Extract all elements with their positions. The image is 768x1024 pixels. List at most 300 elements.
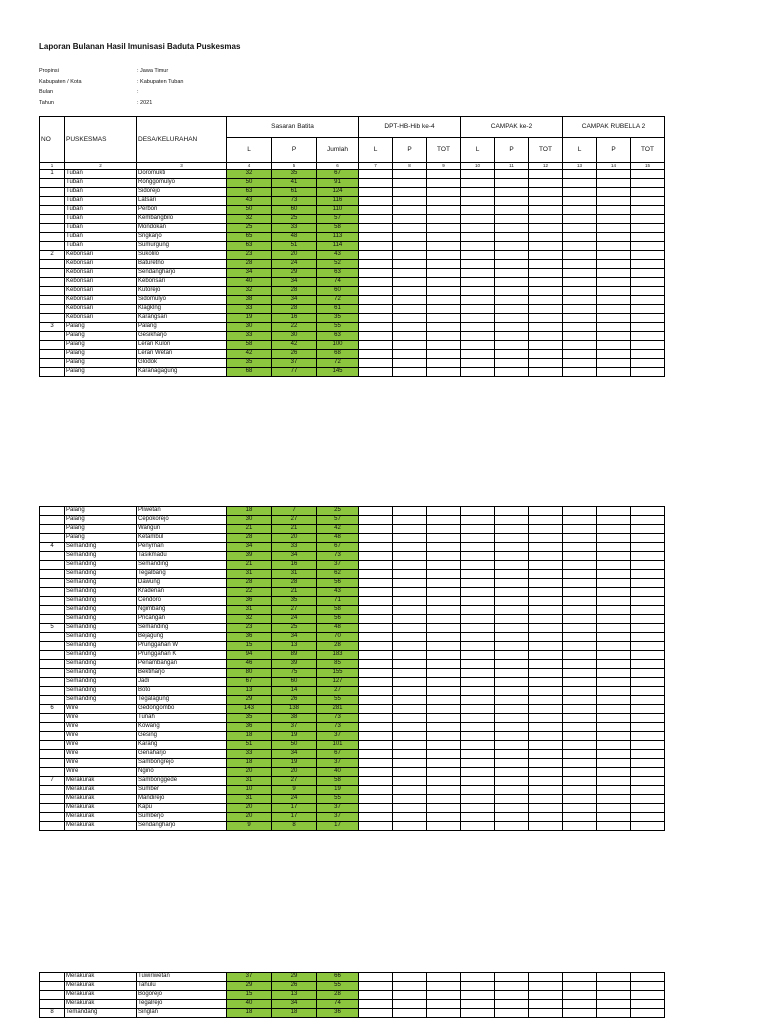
empty-cell <box>529 251 563 260</box>
empty-cell <box>495 615 529 624</box>
desa-cell: Kutorejo <box>137 287 227 296</box>
empty-cell <box>631 982 665 991</box>
empty-cell <box>393 269 427 278</box>
sasaran-l-cell: 28 <box>227 260 272 269</box>
table-body-page-3 <box>40 973 665 1018</box>
sasaran-jumlah-cell: 43 <box>317 588 359 597</box>
table-row <box>40 561 665 570</box>
table-row <box>40 606 665 615</box>
sasaran-l-cell: 67 <box>227 678 272 687</box>
table-row <box>40 534 665 543</box>
row-no <box>40 759 65 768</box>
empty-cell <box>359 215 393 224</box>
empty-cell <box>529 215 563 224</box>
empty-cell <box>631 188 665 197</box>
empty-cell <box>427 534 461 543</box>
empty-cell <box>427 813 461 822</box>
empty-cell <box>597 624 631 633</box>
empty-cell <box>631 561 665 570</box>
empty-cell <box>427 973 461 982</box>
puskesmas-cell: Merakurak <box>65 804 137 813</box>
puskesmas-cell: Tuban <box>65 215 137 224</box>
row-no <box>40 570 65 579</box>
empty-cell <box>529 269 563 278</box>
sasaran-jumlah-cell: 55 <box>317 323 359 332</box>
empty-cell <box>529 1009 563 1018</box>
desa-cell: Tegalrejo <box>137 1000 227 1009</box>
sasaran-l-cell: 31 <box>227 777 272 786</box>
sasaran-l-cell: 33 <box>227 305 272 314</box>
sasaran-l-cell: 23 <box>227 624 272 633</box>
header-l: L <box>227 138 272 163</box>
empty-cell <box>597 296 631 305</box>
sasaran-l-cell: 21 <box>227 561 272 570</box>
empty-cell <box>631 651 665 660</box>
empty-cell <box>529 516 563 525</box>
empty-cell <box>393 323 427 332</box>
puskesmas-cell: Kebonsari <box>65 305 137 314</box>
empty-cell <box>461 507 495 516</box>
sasaran-p-cell: 28 <box>272 305 317 314</box>
empty-cell <box>461 269 495 278</box>
empty-cell <box>597 224 631 233</box>
empty-cell <box>529 750 563 759</box>
empty-cell <box>631 1009 665 1018</box>
empty-cell <box>597 242 631 251</box>
empty-cell <box>461 973 495 982</box>
sasaran-p-cell: 25 <box>272 215 317 224</box>
sasaran-l-cell: 29 <box>227 982 272 991</box>
empty-cell <box>495 822 529 831</box>
empty-cell <box>393 242 427 251</box>
row-no <box>40 179 65 188</box>
empty-cell <box>563 570 597 579</box>
table-row <box>40 224 665 233</box>
row-no <box>40 287 65 296</box>
empty-cell <box>631 642 665 651</box>
empty-cell <box>495 197 529 206</box>
puskesmas-cell: Tuban <box>65 170 137 179</box>
table-row <box>40 642 665 651</box>
puskesmas-cell: Semanding <box>65 687 137 696</box>
empty-cell <box>495 359 529 368</box>
empty-cell <box>631 543 665 552</box>
empty-cell <box>461 359 495 368</box>
sasaran-l-cell: 32 <box>227 615 272 624</box>
empty-cell <box>461 251 495 260</box>
empty-cell <box>427 341 461 350</box>
empty-cell <box>563 777 597 786</box>
empty-cell <box>597 606 631 615</box>
sasaran-p-cell: 33 <box>272 224 317 233</box>
sasaran-p-cell: 24 <box>272 795 317 804</box>
empty-cell <box>461 696 495 705</box>
desa-cell: Baturetno <box>137 260 227 269</box>
empty-cell <box>597 516 631 525</box>
desa-cell: Karangsari <box>137 314 227 323</box>
empty-cell <box>563 579 597 588</box>
empty-cell <box>393 651 427 660</box>
desa-cell: Palang <box>137 323 227 332</box>
empty-cell <box>427 786 461 795</box>
sasaran-jumlah-cell: 55 <box>317 696 359 705</box>
empty-cell <box>529 233 563 242</box>
row-no <box>40 768 65 777</box>
empty-cell <box>631 260 665 269</box>
empty-cell <box>427 579 461 588</box>
empty-cell <box>631 323 665 332</box>
empty-cell <box>495 606 529 615</box>
empty-cell <box>359 170 393 179</box>
empty-cell <box>461 1000 495 1009</box>
empty-cell <box>359 206 393 215</box>
empty-cell <box>597 786 631 795</box>
puskesmas-cell: Kebonsari <box>65 269 137 278</box>
empty-cell <box>393 296 427 305</box>
table-row <box>40 669 665 678</box>
empty-cell <box>427 991 461 1000</box>
empty-cell <box>597 323 631 332</box>
row-no <box>40 260 65 269</box>
empty-cell <box>529 786 563 795</box>
empty-cell <box>359 233 393 242</box>
empty-cell <box>631 687 665 696</box>
empty-cell <box>597 215 631 224</box>
sasaran-l-cell: 40 <box>227 278 272 287</box>
empty-cell <box>597 543 631 552</box>
column-number: 5 <box>272 163 317 170</box>
empty-cell <box>563 651 597 660</box>
sasaran-l-cell: 36 <box>227 633 272 642</box>
row-no <box>40 642 65 651</box>
sasaran-jumlah-cell: 37 <box>317 759 359 768</box>
sasaran-l-cell: 51 <box>227 741 272 750</box>
empty-cell <box>597 768 631 777</box>
row-no <box>40 224 65 233</box>
desa-cell: Genaharjo <box>137 750 227 759</box>
puskesmas-cell: Kebonsari <box>65 278 137 287</box>
sasaran-p-cell: 60 <box>272 206 317 215</box>
empty-cell <box>461 287 495 296</box>
empty-cell <box>529 813 563 822</box>
empty-cell <box>529 723 563 732</box>
empty-cell <box>359 633 393 642</box>
desa-cell: Kradenan <box>137 588 227 597</box>
empty-cell <box>461 723 495 732</box>
empty-cell <box>393 991 427 1000</box>
empty-cell <box>563 759 597 768</box>
empty-cell <box>427 260 461 269</box>
empty-cell <box>393 795 427 804</box>
sasaran-l-cell: 20 <box>227 768 272 777</box>
desa-cell: Kapu <box>137 804 227 813</box>
desa-cell: Boto <box>137 687 227 696</box>
empty-cell <box>631 1000 665 1009</box>
empty-cell <box>427 669 461 678</box>
sasaran-jumlah-cell: 73 <box>317 714 359 723</box>
empty-cell <box>427 822 461 831</box>
empty-cell <box>427 777 461 786</box>
desa-cell: Sidomulyo <box>137 296 227 305</box>
desa-cell: Semanding <box>137 624 227 633</box>
desa-cell: Kembangbilo <box>137 215 227 224</box>
empty-cell <box>427 206 461 215</box>
empty-cell <box>597 552 631 561</box>
empty-cell <box>359 813 393 822</box>
desa-cell: Pliwetan <box>137 507 227 516</box>
sasaran-l-cell: 58 <box>227 341 272 350</box>
empty-cell <box>495 973 529 982</box>
sasaran-p-cell: 27 <box>272 516 317 525</box>
desa-cell: Tasikmadu <box>137 552 227 561</box>
empty-cell <box>563 215 597 224</box>
empty-cell <box>461 561 495 570</box>
empty-cell <box>529 543 563 552</box>
empty-cell <box>597 350 631 359</box>
empty-cell <box>597 642 631 651</box>
sasaran-jumlah-cell: 57 <box>317 516 359 525</box>
table-row <box>40 188 665 197</box>
empty-cell <box>597 741 631 750</box>
sasaran-p-cell: 29 <box>272 973 317 982</box>
sasaran-jumlah-cell: 55 <box>317 795 359 804</box>
empty-cell <box>597 305 631 314</box>
puskesmas-cell: Palang <box>65 341 137 350</box>
empty-cell <box>427 651 461 660</box>
empty-cell <box>495 660 529 669</box>
meta-value: : 2021 <box>137 99 153 106</box>
sasaran-p-cell: 48 <box>272 233 317 242</box>
empty-cell <box>359 822 393 831</box>
empty-cell <box>461 768 495 777</box>
empty-cell <box>359 305 393 314</box>
header-row-top <box>40 117 665 138</box>
row-no <box>40 696 65 705</box>
empty-cell <box>359 588 393 597</box>
empty-cell <box>495 215 529 224</box>
empty-cell <box>393 314 427 323</box>
empty-cell <box>563 705 597 714</box>
row-no <box>40 1000 65 1009</box>
empty-cell <box>597 260 631 269</box>
empty-cell <box>597 314 631 323</box>
sasaran-jumlah-cell: 127 <box>317 678 359 687</box>
empty-cell <box>393 777 427 786</box>
empty-cell <box>631 359 665 368</box>
empty-cell <box>631 696 665 705</box>
empty-cell <box>393 332 427 341</box>
empty-cell <box>631 251 665 260</box>
sasaran-p-cell: 29 <box>272 269 317 278</box>
row-no <box>40 215 65 224</box>
row-no <box>40 332 65 341</box>
empty-cell <box>495 1000 529 1009</box>
desa-cell: Kowang <box>137 723 227 732</box>
empty-cell <box>529 669 563 678</box>
row-no <box>40 242 65 251</box>
sasaran-l-cell: 63 <box>227 188 272 197</box>
desa-cell: Leran Wetan <box>137 350 227 359</box>
empty-cell <box>427 278 461 287</box>
empty-cell <box>427 233 461 242</box>
empty-cell <box>563 813 597 822</box>
puskesmas-cell: Wire <box>65 723 137 732</box>
empty-cell <box>393 714 427 723</box>
empty-cell <box>393 543 427 552</box>
puskesmas-cell: Tuban <box>65 179 137 188</box>
empty-cell <box>393 588 427 597</box>
empty-cell <box>529 714 563 723</box>
sasaran-p-cell: 34 <box>272 552 317 561</box>
empty-cell <box>427 732 461 741</box>
sasaran-p-cell: 21 <box>272 525 317 534</box>
empty-cell <box>461 982 495 991</box>
empty-cell <box>393 507 427 516</box>
empty-cell <box>427 242 461 251</box>
empty-cell <box>529 170 563 179</box>
empty-cell <box>495 795 529 804</box>
empty-cell <box>461 233 495 242</box>
desa-cell: Leran Kulon <box>137 341 227 350</box>
sasaran-jumlah-cell: 61 <box>317 305 359 314</box>
empty-cell <box>495 287 529 296</box>
sasaran-jumlah-cell: 55 <box>317 982 359 991</box>
empty-cell <box>495 296 529 305</box>
empty-cell <box>631 350 665 359</box>
empty-cell <box>427 170 461 179</box>
table-row <box>40 678 665 687</box>
empty-cell <box>597 368 631 377</box>
table-row <box>40 991 665 1000</box>
header-tot: TOT <box>427 138 461 163</box>
sasaran-jumlah-cell: 67 <box>317 543 359 552</box>
sasaran-p-cell: 7 <box>272 507 317 516</box>
header-desa: DESA/KELURAHAN <box>137 117 227 163</box>
meta-label: Bulan <box>39 89 54 95</box>
desa-cell: Tegalbang <box>137 570 227 579</box>
sasaran-l-cell: 22 <box>227 588 272 597</box>
empty-cell <box>563 269 597 278</box>
empty-cell <box>359 759 393 768</box>
empty-cell <box>393 534 427 543</box>
row-no <box>40 314 65 323</box>
sasaran-p-cell: 34 <box>272 296 317 305</box>
sasaran-jumlah-cell: 155 <box>317 669 359 678</box>
empty-cell <box>427 215 461 224</box>
empty-cell <box>461 188 495 197</box>
empty-cell <box>563 597 597 606</box>
sasaran-jumlah-cell: 91 <box>317 179 359 188</box>
header-rubella: CAMPAK RUBELLA 2 <box>563 117 665 138</box>
table-row <box>40 768 665 777</box>
row-no <box>40 723 65 732</box>
empty-cell <box>563 341 597 350</box>
row-no <box>40 359 65 368</box>
empty-cell <box>529 759 563 768</box>
empty-cell <box>563 507 597 516</box>
desa-cell: Sumber <box>137 786 227 795</box>
row-no <box>40 606 65 615</box>
row-no <box>40 813 65 822</box>
empty-cell <box>495 188 529 197</box>
empty-cell <box>393 732 427 741</box>
table-row <box>40 624 665 633</box>
sasaran-p-cell: 50 <box>272 741 317 750</box>
puskesmas-cell: Semanding <box>65 624 137 633</box>
empty-cell <box>359 552 393 561</box>
puskesmas-cell: Semanding <box>65 669 137 678</box>
empty-cell <box>529 624 563 633</box>
sasaran-p-cell: 26 <box>272 350 317 359</box>
desa-cell: Bektiharjo <box>137 669 227 678</box>
sasaran-l-cell: 31 <box>227 570 272 579</box>
empty-cell <box>597 233 631 242</box>
empty-cell <box>359 786 393 795</box>
row-no <box>40 597 65 606</box>
empty-cell <box>393 206 427 215</box>
sasaran-p-cell: 13 <box>272 642 317 651</box>
empty-cell <box>461 786 495 795</box>
empty-cell <box>427 350 461 359</box>
empty-cell <box>597 534 631 543</box>
empty-cell <box>529 660 563 669</box>
column-number: 9 <box>427 163 461 170</box>
empty-cell <box>631 768 665 777</box>
puskesmas-cell: Semanding <box>65 633 137 642</box>
puskesmas-cell: Palang <box>65 332 137 341</box>
empty-cell <box>529 597 563 606</box>
puskesmas-cell: Palang <box>65 534 137 543</box>
empty-cell <box>393 624 427 633</box>
empty-cell <box>495 687 529 696</box>
puskesmas-cell: Semanding <box>65 615 137 624</box>
empty-cell <box>631 777 665 786</box>
empty-cell <box>461 206 495 215</box>
sasaran-jumlah-cell: 114 <box>317 242 359 251</box>
row-no <box>40 525 65 534</box>
empty-cell <box>597 991 631 1000</box>
empty-cell <box>563 332 597 341</box>
puskesmas-cell: Semanding <box>65 552 137 561</box>
empty-cell <box>427 368 461 377</box>
column-number: 13 <box>563 163 597 170</box>
empty-cell <box>393 188 427 197</box>
table-row <box>40 341 665 350</box>
empty-cell <box>427 606 461 615</box>
empty-cell <box>563 624 597 633</box>
sasaran-jumlah-cell: 58 <box>317 777 359 786</box>
empty-cell <box>393 561 427 570</box>
empty-cell <box>597 170 631 179</box>
sasaran-jumlah-cell: 58 <box>317 606 359 615</box>
sasaran-l-cell: 68 <box>227 368 272 377</box>
sasaran-jumlah-cell: 40 <box>317 768 359 777</box>
empty-cell <box>597 287 631 296</box>
sasaran-p-cell: 16 <box>272 561 317 570</box>
empty-cell <box>529 991 563 1000</box>
meta-row <box>39 87 183 98</box>
empty-cell <box>359 768 393 777</box>
row-no <box>40 633 65 642</box>
table-row <box>40 314 665 323</box>
puskesmas-cell: Palang <box>65 525 137 534</box>
empty-cell <box>563 786 597 795</box>
desa-cell: Sambonggede <box>137 777 227 786</box>
puskesmas-cell: Wire <box>65 741 137 750</box>
desa-cell: Bejagung <box>137 633 227 642</box>
desa-cell: Singlan <box>137 1009 227 1018</box>
empty-cell <box>563 714 597 723</box>
